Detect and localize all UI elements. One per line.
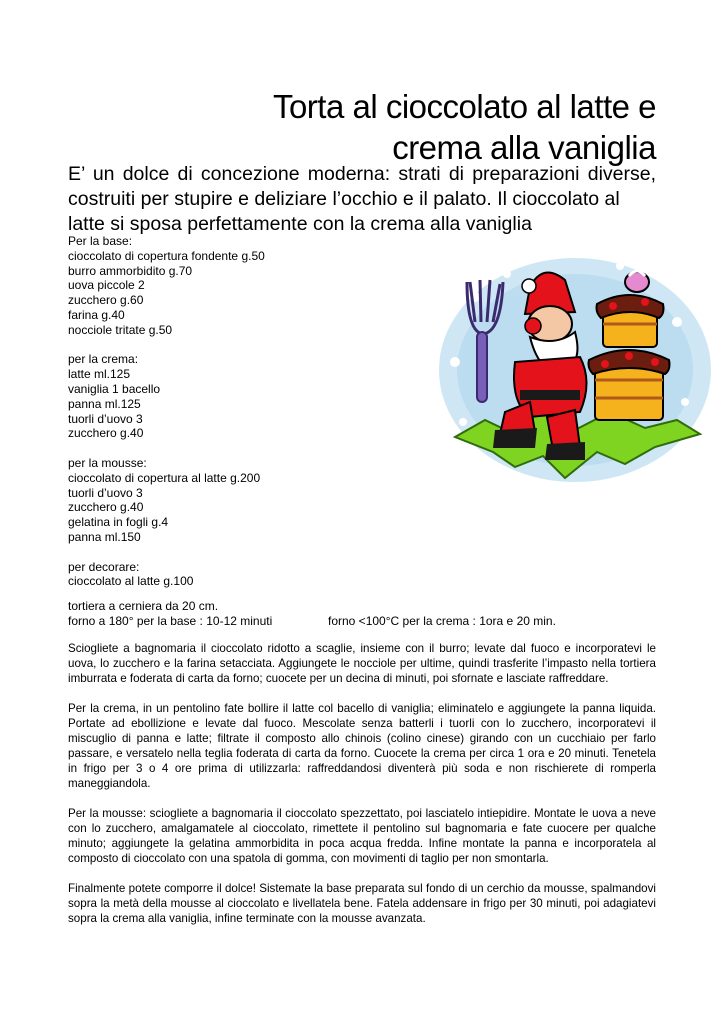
preparation-step: Per la mousse: sciogliete a bagnomaria il cioccolato spezzettato, poi lasciatelo intiepidire. Montate le uova a neve con lo zucchero, amalgamatele al cioccolato, rimettete il pentolino sul bagnomaria e fate cuocere per qualche minuto; aggiungete la gelatina ammorbidita in poca acqua fredda. Infine montate la panna e incorporatela al composto di cioccolato con una spatola di gomma, con movimenti di taglio per non smontarla. — [68, 807, 656, 865]
ingredient-item: uova piccole 2 — [68, 278, 145, 293]
ingredient-item: gelatina in fogli g.4 — [68, 515, 169, 530]
ingredients-list — [68, 234, 408, 604]
title-line-1: Torta al cioccolato al latte e — [272, 88, 656, 125]
ingredient-item: zucchero g.40 — [68, 426, 144, 441]
santa-with-cake-illustration — [415, 252, 715, 504]
oven-settings — [68, 614, 668, 629]
oven-base: forno a 180° per la base : 10-12 minuti — [68, 613, 273, 628]
intro-text: E’ un dolce di concezione moderna: strati di preparazioni diverse, costruiti per stupire e deliziare l’occhio e il palato. Il cioccolato al — [68, 163, 656, 210]
intro-last-line: latte si sposa perfettamente con la crema alla vaniglia — [68, 213, 532, 235]
pan-size: tortiera a cerniera da 20 cm. — [68, 599, 219, 613]
preparation-step: Sciogliete a bagnomaria il cioccolato ridotto a scaglie, insieme con il burro; levate dal fuoco e incorporatevi le uova, lo zucchero e la farina setacciata. Aggiungete le nocciole per ultime, quindi trasferite l’impasto nella tortiera imburrata e foderata di carta da forno; cuocete per un decina di minuti, poi sfornate e lasciate raffreddare. — [68, 642, 656, 685]
ingredient-item: panna ml.125 — [68, 396, 141, 411]
equipment-block — [68, 599, 668, 629]
ingredient-group-heading: per decorare: — [68, 559, 140, 574]
ingredient-group — [68, 560, 408, 590]
ingredient-item: cioccolato di copertura fondente g.50 — [68, 248, 265, 263]
preparation-steps — [68, 641, 656, 941]
ingredient-item: zucchero g.60 — [68, 293, 144, 308]
preparation-step: Finalmente potete comporre il dolce! Sistemate la base preparata sul fondo di un cerchio da mousse, spalmandovi sopra la metà della mousse al cioccolato e livellatela bene. Fatela addensare in frigo per 30 minuti, poi adagiatevi sopra la crema alla vaniglia, infine terminate con la mousse avanzata. — [68, 882, 656, 925]
preparation-step: Per la crema, in un pentolino fate bollire il latte col bacello di vaniglia; eliminatelo e aggiungete la panna liquida. Portate ad ebollizione e levate dal fuoco. Mescolate senza batterli i tuorli con lo zucchero, incorporatevi il miscuglio di panna e latte; filtrate il composto allo chinois (colino cinese) girando con un cucchiaio per farlo passare, e versatelo nella teglia foderata di carta da forno. Cuocete la crema per circa 1 ora e 20 minuti. Tenetela in frigo per 3 o 4 ore prima di utilizzarla: raffreddandosi diventerà più soda e non rischierete di romperla maneggiandola. — [68, 702, 656, 790]
ingredient-item: vaniglia 1 bacello — [68, 381, 161, 396]
ingredient-item: nocciole tritate g.50 — [68, 322, 173, 337]
ingredient-item: farina g.40 — [68, 307, 125, 322]
ingredient-group-heading: Per la base: — [68, 234, 133, 248]
oven-cream: forno <100°C per la crema : 1ora e 20 min. — [328, 613, 556, 628]
ingredient-item: panna ml.150 — [68, 529, 141, 544]
title-line-2: crema alla vaniglia — [392, 129, 656, 166]
ingredient-group — [68, 352, 408, 441]
ingredient-item: burro ammorbidito g.70 — [68, 263, 193, 278]
ingredient-item: latte ml.125 — [68, 367, 131, 382]
santa-with-cake-icon — [415, 252, 715, 504]
ingredient-item: tuorli d’uovo 3 — [68, 485, 143, 500]
ingredient-group — [68, 456, 408, 545]
ingredient-item: tuorli d’uovo 3 — [68, 411, 143, 426]
ingredient-group — [68, 234, 408, 338]
ingredient-group-heading: per la crema: — [68, 352, 139, 367]
ingredient-item: zucchero g.40 — [68, 500, 144, 515]
recipe-intro — [68, 162, 656, 237]
ingredient-group-heading: per la mousse: — [68, 455, 147, 470]
ingredient-item: cioccolato al latte g.100 — [68, 574, 194, 589]
ingredient-item: cioccolato di copertura al latte g.200 — [68, 470, 261, 485]
recipe-title — [96, 86, 656, 168]
